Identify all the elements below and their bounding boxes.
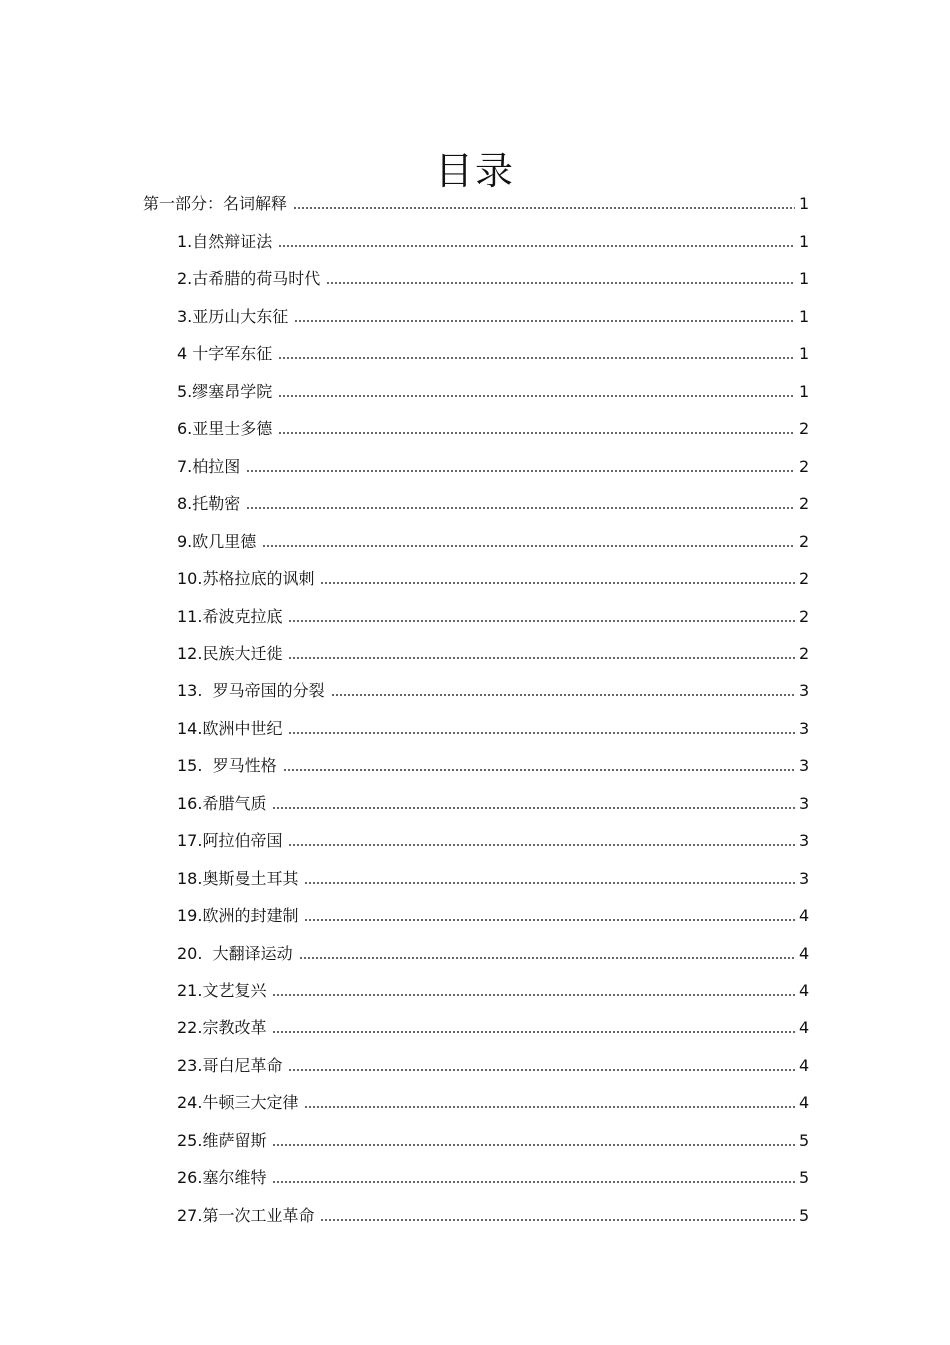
toc-entry-label: 15. 罗马性格 <box>177 756 277 775</box>
toc-entry-label: 24.牛顿三大定律 <box>177 1093 299 1112</box>
toc-leader-dots <box>288 619 795 623</box>
toc-leader-dots <box>278 394 795 398</box>
toc-entry-label: 19.欧洲的封建制 <box>177 906 299 925</box>
toc-entry-label: 12.民族大迁徙 <box>177 644 283 663</box>
toc-entry-label: 6.亚里士多德 <box>177 419 273 438</box>
toc-page-number: 4 <box>799 1093 810 1112</box>
toc-entry[interactable] <box>177 900 813 926</box>
toc-leader-dots <box>246 506 795 510</box>
toc-page-number: 2 <box>799 494 810 513</box>
toc-leader-dots <box>246 469 795 473</box>
toc-leader-dots <box>288 1068 795 1072</box>
toc-entry-label: 1.自然辩证法 <box>177 232 273 251</box>
toc-entry[interactable] <box>177 526 813 552</box>
toc-entry[interactable] <box>177 376 813 402</box>
toc-entry[interactable] <box>177 263 813 289</box>
toc-entry-label: 23.哥白尼革命 <box>177 1056 283 1075</box>
toc-page-number: 1 <box>799 269 810 288</box>
toc-entry[interactable] <box>177 338 813 364</box>
toc-entry[interactable] <box>177 750 813 776</box>
toc-page-number: 2 <box>799 644 810 663</box>
toc-page-number: 1 <box>799 382 810 401</box>
toc-leader-dots <box>320 581 795 585</box>
toc-leader-dots <box>262 544 795 548</box>
toc-entry[interactable] <box>177 1162 813 1188</box>
toc-entry-label: 4 十字军东征 <box>177 344 273 363</box>
toc-entry-label: 27.第一次工业革命 <box>177 1206 315 1225</box>
toc-page-number: 1 <box>799 194 810 213</box>
toc-page-number: 1 <box>799 232 810 251</box>
toc-entry[interactable] <box>177 301 813 327</box>
toc-page-number: 4 <box>799 1056 810 1075</box>
toc-entry[interactable] <box>177 975 813 1001</box>
toc-leader-dots <box>299 956 795 960</box>
toc-entry-label: 11.希波克拉底 <box>177 607 283 626</box>
toc-leader-dots <box>320 1218 795 1222</box>
toc-section-row[interactable] <box>143 188 813 214</box>
toc-page-number: 3 <box>799 869 810 888</box>
toc-leader-dots <box>283 768 795 772</box>
toc-page-number: 3 <box>799 831 810 850</box>
toc-page-number: 1 <box>799 344 810 363</box>
toc-leader-dots <box>304 1105 795 1109</box>
toc-page-number: 3 <box>799 756 810 775</box>
toc-page-number: 4 <box>799 981 810 1000</box>
toc-entry-label: 20. 大翻译运动 <box>177 944 293 963</box>
toc-entry[interactable] <box>177 226 813 252</box>
toc-page-number: 1 <box>799 307 810 326</box>
toc-entry-label: 16.希腊气质 <box>177 794 267 813</box>
toc-leader-dots <box>278 431 795 435</box>
toc-leader-dots <box>278 244 795 248</box>
toc-entry-label: 7.柏拉图 <box>177 457 241 476</box>
toc-leader-dots <box>278 356 795 360</box>
toc-entry[interactable] <box>177 638 813 664</box>
toc-entry[interactable] <box>177 788 813 814</box>
toc-leader-dots <box>272 806 795 810</box>
toc-leader-dots <box>331 693 795 697</box>
toc-entry-label: 21.文艺复兴 <box>177 981 267 1000</box>
toc-entry[interactable] <box>177 1050 813 1076</box>
toc-leader-dots <box>304 881 795 885</box>
toc-entry[interactable] <box>177 563 813 589</box>
toc-entry-label: 3.亚历山大东征 <box>177 307 289 326</box>
toc-entry-label: 26.塞尔维特 <box>177 1168 267 1187</box>
toc-entry-label: 8.托勒密 <box>177 494 241 513</box>
toc-entry[interactable] <box>177 863 813 889</box>
toc-entry[interactable] <box>177 1125 813 1151</box>
toc-leader-dots <box>288 843 795 847</box>
toc-leader-dots <box>272 1030 795 1034</box>
toc-page-number: 3 <box>799 681 810 700</box>
toc-entry-label: 17.阿拉伯帝国 <box>177 831 283 850</box>
toc-entry[interactable] <box>177 601 813 627</box>
toc-leader-dots <box>293 206 795 210</box>
toc-page-number: 2 <box>799 419 810 438</box>
toc-page-number: 2 <box>799 532 810 551</box>
toc-entry-label: 25.维萨留斯 <box>177 1131 267 1150</box>
toc-entry-label: 14.欧洲中世纪 <box>177 719 283 738</box>
toc-page-number: 5 <box>799 1168 810 1187</box>
toc-page-number: 5 <box>799 1131 810 1150</box>
toc-entry-label: 22.宗教改革 <box>177 1018 267 1037</box>
toc-entry[interactable] <box>177 825 813 851</box>
toc-leader-dots <box>304 918 795 922</box>
toc-entry-label: 9.欧几里德 <box>177 532 257 551</box>
toc-entry[interactable] <box>177 1200 813 1226</box>
toc-page-number: 2 <box>799 457 810 476</box>
toc-page-number: 2 <box>799 569 810 588</box>
toc-entry[interactable] <box>177 1087 813 1113</box>
toc-entry[interactable] <box>177 938 813 964</box>
toc-page-number: 5 <box>799 1206 810 1225</box>
toc-entry[interactable] <box>177 413 813 439</box>
toc-leader-dots <box>294 319 795 323</box>
toc-page-number: 2 <box>799 607 810 626</box>
toc-leader-dots <box>272 1143 795 1147</box>
toc-entry-label: 18.奥斯曼土耳其 <box>177 869 299 888</box>
page-title: 目录 <box>434 149 515 193</box>
toc-section-label: 第一部分：名词解释 <box>143 194 288 213</box>
toc-entry[interactable] <box>177 675 813 701</box>
toc-page-number: 3 <box>799 794 810 813</box>
toc-page-number: 4 <box>799 1018 810 1037</box>
toc-entry-label: 2.古希腊的荷马时代 <box>177 269 321 288</box>
toc-leader-dots <box>272 993 795 997</box>
toc-entry[interactable] <box>177 488 813 514</box>
toc-page-number: 4 <box>799 944 810 963</box>
toc-entry[interactable] <box>177 451 813 477</box>
toc-entry[interactable] <box>177 713 813 739</box>
toc-entry[interactable] <box>177 1012 813 1038</box>
toc-page-number: 4 <box>799 906 810 925</box>
toc-entry-label: 13. 罗马帝国的分裂 <box>177 681 325 700</box>
toc-leader-dots <box>326 281 795 285</box>
toc-leader-dots <box>288 656 795 660</box>
toc-page-number: 3 <box>799 719 810 738</box>
toc-leader-dots <box>288 731 795 735</box>
toc-entry-label: 5.缪塞昂学院 <box>177 382 273 401</box>
toc-entry-label: 10.苏格拉底的讽刺 <box>177 569 315 588</box>
toc-leader-dots <box>272 1180 795 1184</box>
